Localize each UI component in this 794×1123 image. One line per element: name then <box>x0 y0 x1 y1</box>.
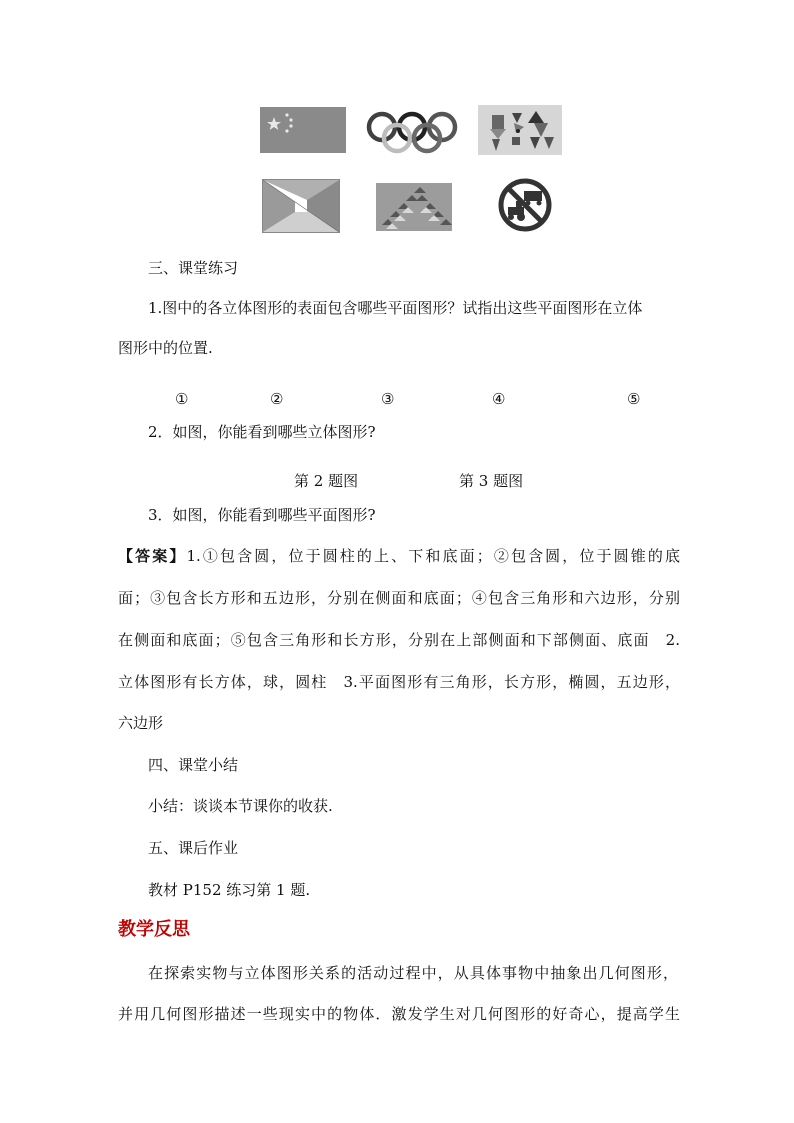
reflection-heading: 教学反思 <box>118 919 190 940</box>
answer-line-3: 在侧面和底面；⑤包含三角形和长方形，分别在上部侧面和下部侧面、底面 2. <box>118 631 680 649</box>
answer-line-5: 六边形 <box>118 714 164 732</box>
summary-text: 小结：谈谈本节课你的收获. <box>148 797 333 815</box>
answer-line-2: 面；③包含长方形和五边形，分别在侧面和底面；④包含三角形和六边形，分别 <box>118 589 680 607</box>
figure-marker-3: ③ <box>381 390 395 408</box>
section-title-practice: 三、课堂练习 <box>148 259 239 277</box>
tangram-figures-image <box>478 105 562 155</box>
figure-marker-5: ⑤ <box>627 390 641 408</box>
answer-line-4: 立体图形有长方体，球，圆柱 3.平面图形有三角形，长方形，椭圆，五边形， <box>118 673 680 691</box>
reflection-line-1: 在探索实物与立体图形关系的活动过程中，从具体事物中抽象出几何图形， <box>148 964 678 982</box>
question-1-line-2: 图形中的位置. <box>118 339 213 357</box>
figure-3-caption: 第 3 题图 <box>459 472 524 490</box>
answer-label: 【答案】 <box>118 547 187 565</box>
question-1-line-1: 1.图中的各立体图形的表面包含哪些平面图形？试指出这些平面图形在立体 <box>148 299 643 317</box>
no-tractor-sign-image <box>490 177 560 233</box>
figure-2-caption: 第 2 题图 <box>294 472 359 490</box>
figure-marker-4: ④ <box>492 390 506 408</box>
reflection-line-2: 并用几何图形描述一些现实中的物体．激发学生对几何图形的好奇心，提高学生 <box>118 1005 680 1023</box>
figure-collage <box>258 103 564 233</box>
olympic-rings-image <box>362 107 466 155</box>
question-3: 3．如图，你能看到哪些平面图形? <box>148 506 376 524</box>
figure-marker-2: ② <box>270 390 284 408</box>
question-2: 2．如图，你能看到哪些立体图形? <box>148 423 376 441</box>
square-pinwheel-image <box>262 179 340 233</box>
answer-line-1: 【答案】1.①包含圆，位于圆柱的上、下和底面；②包含圆，位于圆锥的底 <box>118 547 680 565</box>
section-title-summary: 四、课堂小结 <box>148 756 239 774</box>
tiled-floor-image <box>376 183 452 231</box>
flag-image <box>260 107 346 153</box>
homework-text: 教材 P152 练习第 1 题. <box>148 881 311 899</box>
figure-marker-1: ① <box>175 390 189 408</box>
section-title-homework: 五、课后作业 <box>148 839 239 857</box>
